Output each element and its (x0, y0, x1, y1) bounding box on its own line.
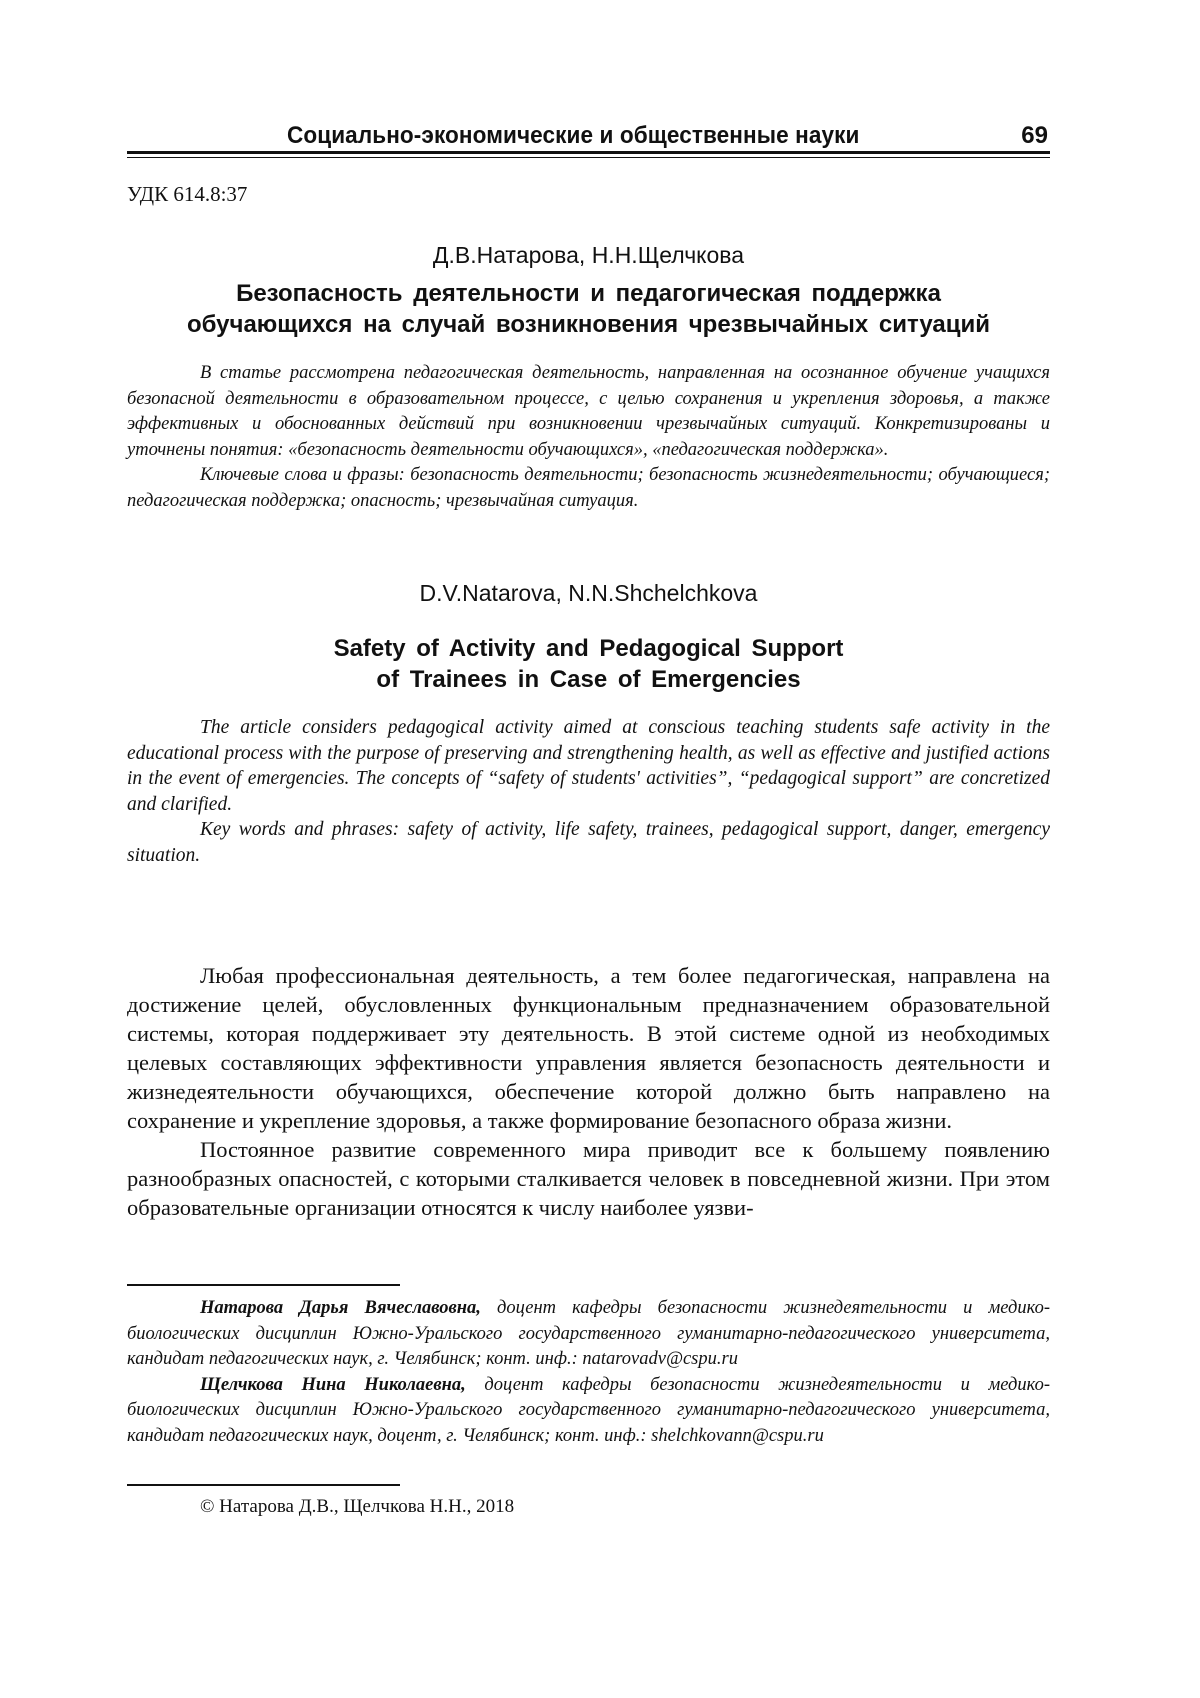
footnote-author-1-info: доцент кафедры безопасности жизнедеятельности и медико-биологических дисциплин Южно-Уральского государственного гуманитарно-педагогического университета, кандидат педагогических наук, г. Челябинск; конт. инф.: natarovadv@cspu.ru (127, 1298, 1050, 1369)
title-en-line-2: of Trainees in Case of Emergencies (376, 666, 801, 693)
keywords-en: Key words and phrases: safety of activity, life safety, trainees, pedagogical support, danger, emergency situation. (127, 819, 1050, 866)
article-title-en (127, 633, 1050, 695)
footnote-author-2-info: доцент кафедры безопасности жизнедеятельности и медико-биологических дисциплин Южно-Уральского государственного гуманитарно-педагогического университета, кандидат педагогических наук, доцент, г. Челябинск; конт. инф.: shelchkovann@cspu.ru (127, 1374, 1050, 1446)
title-en-line-1: Safety of Activity and Pedagogical Support (333, 635, 844, 662)
udc-code: УДК 614.8:37 (127, 182, 248, 206)
abstract-ru-text: В статье рассмотрена педагогическая деятельность, направленная на осознанное обучение учащихся безопасной деятельности в образовательном процессе, с целью сохранения и укрепления здоровья, а также эффективных и обоснованных действий при возникновении чрезвычайных ситуаций. Конкретизированы и уточнены понятия: «безопасность деятельности обучающихся», «педагогическая поддержка». (127, 363, 1050, 460)
header-rule-thick (127, 151, 1050, 154)
copyright-rule (127, 1484, 400, 1486)
authors-ru: Д.В.Натарова, Н.Н.Щелчкова (432, 242, 745, 268)
abstract-en-text: The article considers pedagogical activity aimed at conscious teaching students safe activity in the educational process with the purpose of preserving and strengthening health, as well as effective and justified actions in the event of emergencies. The concepts of “safety of students' activities”, “pedagogical support” are concretized and clarified. (127, 717, 1050, 815)
footnote-rule (127, 1284, 400, 1286)
author-footnotes (127, 1296, 1050, 1449)
running-header (127, 118, 1050, 158)
body-paragraph-1: Любая профессиональная деятельность, а тем более педагогическая, направлена на достижение целей, обусловленных функциональным предназначением образовательной системы, которая поддерживает эту деятельность. В этой системе одной из необходимых целевых составляющих эффективности управления является безопасность деятельности и жизнедеятельности обучающихся, обеспечение которой должно быть направлено на сохранение и укрепление здоровья, а также формирование безопасного образа жизни. (127, 963, 1050, 1133)
header-rule-thin (127, 157, 1050, 158)
title-ru-line-2: обучающихся на случай возникновения чрезвычайных ситуаций (187, 311, 990, 338)
abstract-en (127, 715, 1050, 868)
body-paragraph-2: Постоянное развитие современного мира приводит все к большему появлению разнообразных опасностей, с которыми сталкивается человек в повседневной жизни. При этом образовательные организации относятся к числу наиболее уязви- (127, 1137, 1050, 1220)
footnote-author-1 (127, 1296, 1050, 1373)
footnote-author-2 (127, 1373, 1050, 1450)
abstract-ru (127, 361, 1050, 514)
keywords-ru: Ключевые слова и фразы: безопасность деятельности; безопасность жизнедеятельности; обучающиеся; педагогическая поддержка; опасность; чрезвычайная ситуация. (127, 465, 1050, 511)
copyright-notice: © Натарова Д.В., Щелчкова Н.Н., 2018 (200, 1496, 515, 1517)
article-title-ru (127, 278, 1050, 340)
title-ru-line-1: Безопасность деятельности и педагогическая поддержка (236, 280, 941, 307)
page-number: 69 (1021, 122, 1048, 149)
article-body (127, 961, 1050, 1222)
journal-section-title: Социально-экономические и общественные науки (287, 122, 860, 149)
authors-en: D.V.Natarova, N.N.Shchelchkova (419, 580, 758, 606)
footnote-author-1-name: Натарова Дарья Вячеславовна, (200, 1298, 481, 1318)
footnote-author-2-name: Щелчкова Нина Николаевна, (200, 1374, 466, 1395)
